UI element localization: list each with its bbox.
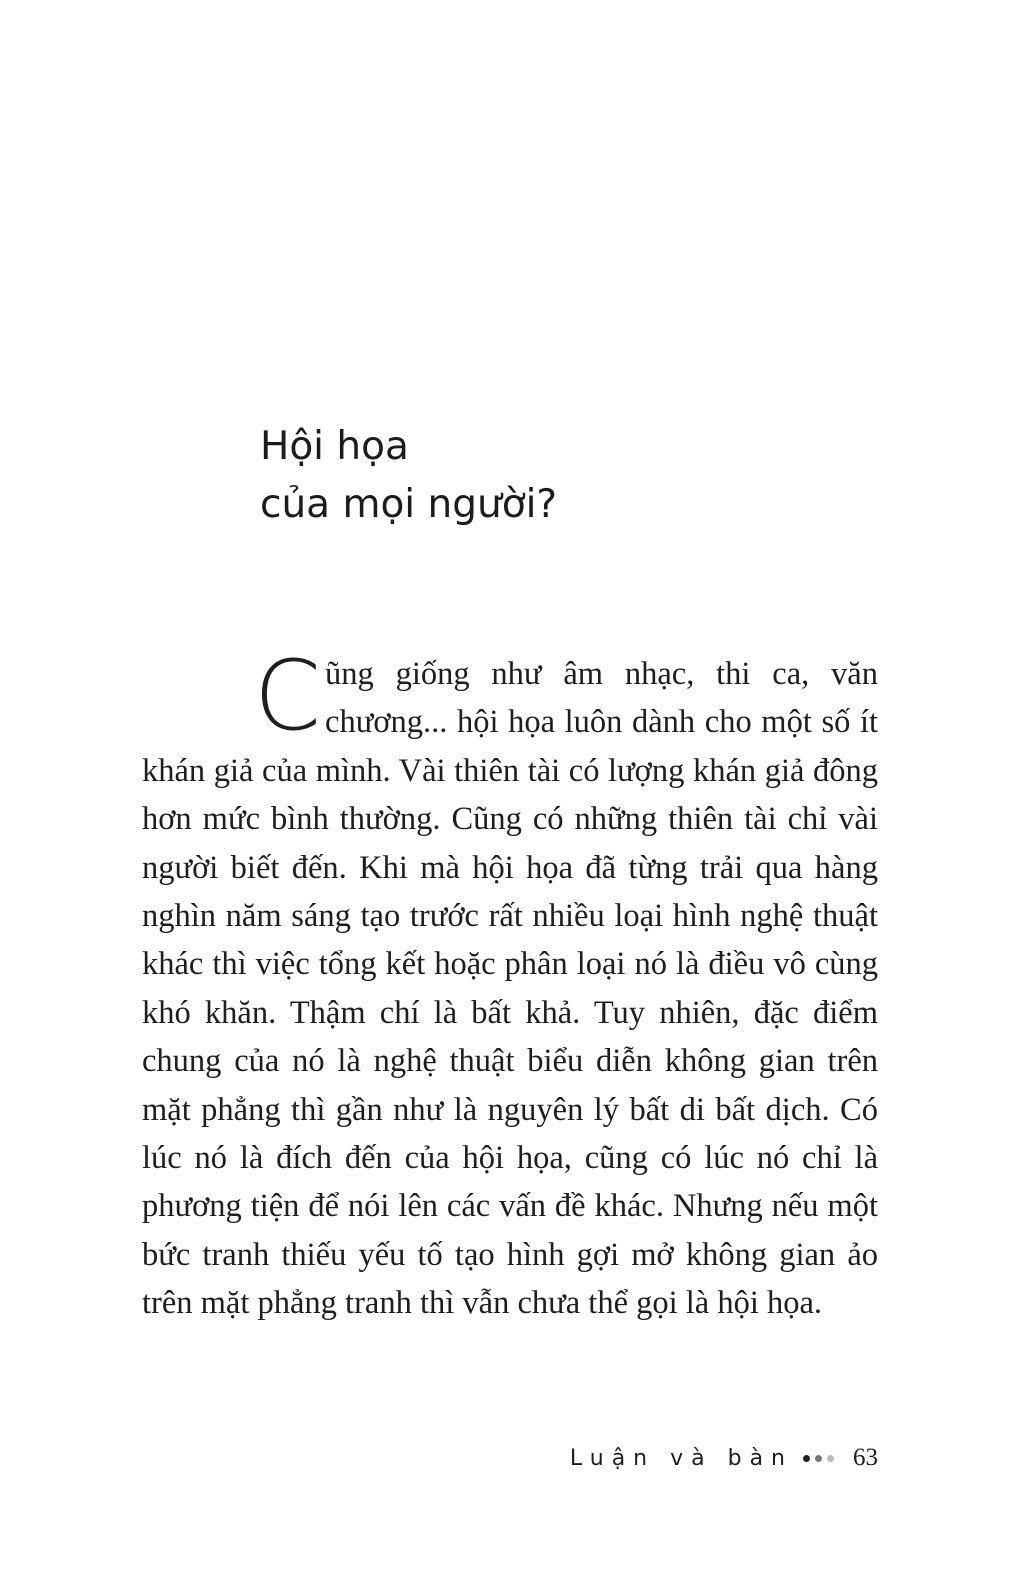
body-text: ũng giống như âm nhạc, thi ca, văn chương... hội họa luôn dành cho một số ít khán giả của mình. Vài thiên tài có lượng khán giả đông hơn mức bình thường. Cũng có những thiên tài chỉ vài người biết đến. Khi mà hội họa đã từng trải qua hàng nghìn năm sáng tạo trước rất nhiều loại hình nghệ thuật khác thì việc tổng kết hoặc phân loại nó là điều vô cùng khó khăn. Thậm chí là bất khả. Tuy nhiên, đặc điểm chung của nó là nghệ thuật biểu diễn không gian trên mặt phẳng thì gần như là nguyên lý bất di bất dịch. Có lúc nó là đích đến của hội họa, cũng có lúc nó chỉ là phương tiện để nói lên các vấn đề khác. Nhưng nếu một bức tranh thiếu yếu tố tạo hình gợi mở không gian ảo trên mặt phẳng tranh thì vẫn chưa thể gọi là hội họa. <box>142 656 878 1322</box>
footer-dots-icon <box>803 1455 839 1462</box>
body-paragraph <box>142 640 878 1328</box>
running-footer-label: Luận và bàn <box>569 1445 793 1471</box>
page-footer <box>570 1444 878 1472</box>
chapter-title-line-2: của mọi người? <box>260 482 558 527</box>
chapter-title-line-1: Hội họa <box>260 424 409 469</box>
page-number: 63 <box>853 1444 878 1471</box>
footer-dot-2 <box>815 1455 822 1462</box>
footer-dot-1 <box>803 1455 810 1462</box>
chapter-title <box>260 418 557 534</box>
drop-cap: C <box>254 640 322 752</box>
footer-dot-3 <box>827 1455 834 1462</box>
